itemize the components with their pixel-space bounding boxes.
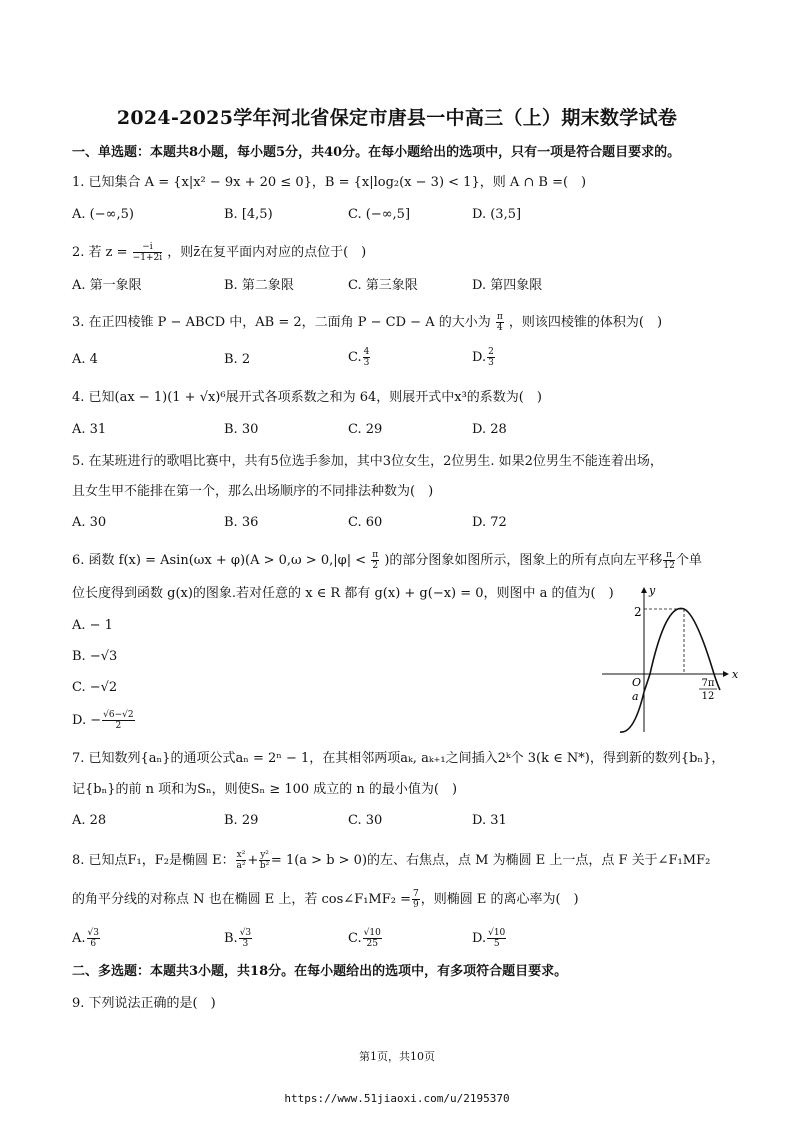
- question-8-option-b: B. $\frac{√3}{3}$: [224, 928, 252, 949]
- question-4-option-a: A. 31: [72, 422, 107, 437]
- question-9-stem: 9. 下列说法正确的是( ): [72, 996, 216, 1011]
- question-1-option-c: C. (−∞,5]: [348, 207, 411, 222]
- exam-title: 2024-2025学年河北省保定市唐县一中高三（上）期末数学试卷: [116, 107, 678, 129]
- question-2-option-a: A. 第一象限: [72, 278, 142, 293]
- question-7-option-c: C. 30: [348, 813, 383, 828]
- question-4-stem: 4. 已知(ax − 1)(1 + √x)⁶展开式各项系数之和为 64，则展开式中x³的系数为( ): [72, 390, 542, 405]
- question-5-option-c: C. 60: [348, 515, 383, 530]
- question-1-option-b: B. [4,5): [224, 207, 273, 222]
- x-tick-numerator: 7π: [701, 678, 715, 689]
- question-4-option-d: D. 28: [472, 422, 507, 437]
- question-4-option-b: B. 30: [224, 422, 259, 437]
- peak-value-label: 2: [634, 605, 642, 619]
- question-7-option-a: A. 28: [72, 813, 107, 828]
- origin-label: O: [632, 676, 642, 689]
- x-tick-denominator: 12: [701, 691, 715, 702]
- question-2-fraction: $\frac{-i}{-1+2i}$: [132, 242, 163, 263]
- question-8-option-c: C. $\frac{√10}{25}$: [348, 928, 381, 949]
- section-multi-choice-header: 二、多选题：本题共3小题，共18分。在每小题给出的选项中，有多项符合题目要求。: [72, 964, 568, 979]
- question-7-stem-line-2: 记{bₙ}的前 n 项和为Sₙ，则使Sₙ ≥ 100 成立的 n 的最小值为( ): [72, 782, 458, 797]
- question-6-stem-line-1: 6. 函数 f(x) = Asin(ωx + φ)(A > 0,ω > 0,|φ| < $\frac{\pi}{2}$ )的部分图象如图所示，图象上的所有点向左平移 $\frac{\pi}{12}$ 个单: [72, 550, 702, 571]
- question-5-stem-line-1: 5. 在某班进行的歌唱比赛中，共有5位选手参加，其中3位女生，2位男生. 如果2位男生不能连着出场，: [72, 454, 663, 469]
- question-8-option-d: D. $\frac{√10}{5}$: [472, 928, 506, 949]
- question-4-option-c: C. 29: [348, 422, 383, 437]
- watermark-url: https://www.51jiaoxi.com/u/2195370: [284, 1092, 510, 1105]
- question-1-option-a: A. (−∞,5): [72, 207, 134, 222]
- question-5-option-a: A. 30: [72, 515, 107, 530]
- sine-curve: [620, 608, 720, 732]
- a-label: a: [632, 690, 639, 703]
- question-2-stem: 2. 若 z = $\frac{-i}{-1+2i}$ ，则z̄在复平面内对应的点位于( ): [72, 242, 367, 263]
- y-axis-label: y: [649, 584, 656, 597]
- section-single-choice-header: 一、单选题：本题共8小题，每小题5分，共40分。在每小题给出的选项中，只有一项是符合题目要求的。: [72, 145, 681, 160]
- question-1-option-d: D. (3,5]: [472, 207, 522, 222]
- question-3-option-a: A. 4: [72, 352, 98, 367]
- question-6-option-a: A. − 1: [72, 618, 113, 633]
- question-5-stem-line-2: 且女生甲不能排在第一个，那么出场顺序的不同排法种数为( ): [72, 484, 434, 499]
- question-2-option-d: D. 第四象限: [472, 278, 543, 293]
- x-axis-label: x: [732, 668, 738, 681]
- question-6-option-b: B. −√3: [72, 649, 118, 664]
- question-7-stem-line-1: 7. 已知数列{aₙ}的通项公式aₙ = 2ⁿ − 1，在其相邻两项aₖ, aₖ₊₁之间插入2ᵏ个 3(k ∈ N*)，得到新的数列{bₙ}，: [72, 751, 725, 766]
- question-8-stem-line-2: 的角平分线的对称点 N 也在椭圆 E 上，若 cos∠F₁MF₂ = $\frac{7}{9}$ ，则椭圆 E 的离心率为( ): [72, 889, 579, 910]
- page-footer: 第1页，共10页: [359, 1050, 435, 1063]
- question-5-option-b: B. 36: [224, 515, 259, 530]
- question-3-option-d: D. $\frac{2}{3}$: [472, 347, 494, 368]
- question-2-option-b: B. 第二象限: [224, 278, 294, 293]
- question-7-option-d: D. 31: [472, 813, 507, 828]
- question-8-option-a: A. $\frac{√3}{6}$: [72, 928, 99, 949]
- question-1-stem: 1. 已知集合 A = {x|x² − 9x + 20 ≤ 0}，B = {x|log₂(x − 3) < 1}，则 A ∩ B =( ): [72, 175, 587, 190]
- question-3-option-b: B. 2: [224, 352, 251, 367]
- question-3-fraction: $\frac{\pi}{4}$: [496, 312, 503, 333]
- question-6-stem-line-2: 位长度得到函数 g(x)的图象.若对任意的 x ∈ R 都有 g(x) + g(−x) = 0，则图中 a 的值为( ): [72, 586, 614, 601]
- question-6-option-c: C. −√2: [72, 680, 118, 695]
- sine-graph-figure: [598, 582, 738, 734]
- question-7-option-b: B. 29: [224, 813, 259, 828]
- question-5-option-d: D. 72: [472, 515, 507, 530]
- question-8-stem-line-1: 8. 已知点F₁，F₂是椭圆 E： $\frac{\text{x²}}{\text{a²}}$ + $\frac{\text{y²}}{\text{b²}}$ = 1(a > b > 0)的左、右焦点，点 M 为椭圆 E 上一点，点 F 关于∠F₁MF₂: [72, 850, 711, 871]
- question-6-option-d: D. − $\frac{√6-√2}{2}$: [72, 710, 134, 731]
- question-3-option-c: C. $\frac{4}{3}$: [348, 347, 370, 368]
- question-2-option-c: C. 第三象限: [348, 278, 418, 293]
- question-3-stem: 3. 在正四棱锥 P − ABCD 中，AB = 2，二面角 P − CD − A 的大小为 $\frac{\pi}{4}$ ，则该四棱锥的体积为( ): [72, 312, 663, 333]
